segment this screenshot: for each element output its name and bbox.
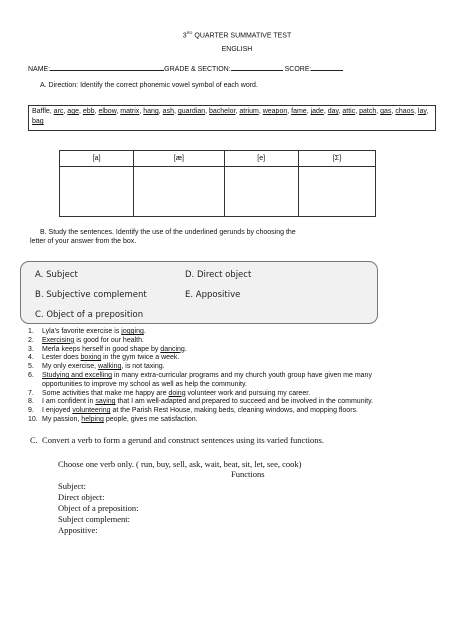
name-line: NAME: GRADE & SECTION: SCORE: [28, 64, 343, 74]
gerund-item [28, 363, 448, 372]
part-c-direction-text: Convert a verb to form a gerund and construct sentences using its varied functions. [42, 435, 324, 445]
word-item: chaos [395, 108, 414, 115]
underlined-gerund: jogging [121, 328, 144, 335]
item-text: Lyla's favorite exercise is [42, 328, 122, 335]
underlined-gerund: boxing [80, 354, 102, 362]
gerund-item [28, 346, 448, 355]
subject-title: ENGLISH [221, 46, 253, 53]
word-item: age [67, 108, 79, 115]
choices-box [20, 261, 378, 324]
item-text: Some activities that make me happy are [42, 389, 169, 397]
item-text: opportunities to improve my school as well as help the community. [42, 380, 247, 388]
underlined-gerund: volunteering [72, 407, 111, 415]
item-number: 4. [28, 354, 34, 362]
item-text: people, gives me satisfaction. [103, 415, 198, 423]
item-text: I enjoyed [42, 407, 73, 415]
gerund-item [28, 381, 448, 390]
item-text: in many extra-curricular programs and my church youth group have given me many [112, 371, 372, 379]
item-text: in the gym twice a week. [101, 354, 180, 362]
function-label: Direct object: [58, 492, 105, 502]
item-number: 6. [28, 371, 34, 379]
word-list-box: Baffle, arc, age, ebb, elbow, matrix, hang, ash, guardian, bachelor, atrium, weapon, fame, jade, day, attic, patch, gas, chaos, lay, bag [28, 105, 436, 131]
answer-cell-ae[interactable] [134, 167, 224, 217]
symbol-header-a: [a] [60, 151, 134, 167]
symbol-header-sigma: [Σ] [298, 151, 375, 167]
choice-a: A. Subject [35, 270, 78, 280]
function-label: Appositive: [58, 525, 98, 535]
item-text: My only exercise, [42, 363, 99, 371]
gerund-item [28, 407, 448, 416]
word-item: attic [342, 108, 356, 115]
item-text: at the Parish Rest House, making beds, cleaning windows, and mopping floors. [110, 407, 358, 415]
word-item: ebb [82, 108, 95, 115]
word-item: guardian [177, 108, 206, 115]
item-text: that I am well-adapted and prepared to succeed and be involved in the community. [115, 398, 374, 406]
item-text: Merla keeps herself in good shape by [42, 345, 161, 353]
choose-verb-line: Choose one verb only. ( run, buy, sell, ask, wait, beat, sit, let, see, cook) [58, 459, 302, 469]
item-number: 2. [28, 336, 34, 344]
item-text: is good for our health. [74, 336, 144, 344]
choice-e: E. Appositive [185, 290, 241, 300]
underlined-gerund: saying [95, 398, 116, 406]
answer-cell-a[interactable] [60, 167, 134, 217]
item-number: 5. [28, 363, 34, 371]
function-label: Subject complement: [58, 514, 130, 524]
word-item: bag [32, 118, 44, 125]
functions-list [58, 481, 139, 536]
function-label: Object of a preposition: [58, 503, 139, 513]
gerund-item [28, 416, 448, 425]
word-item: lay [417, 108, 427, 115]
item-text: My passion, [42, 415, 82, 423]
item-text: Lester does [42, 354, 81, 362]
word-item: hang [143, 108, 159, 115]
gerund-item [28, 354, 448, 363]
word-item: day [327, 108, 339, 115]
item-number: 8. [28, 398, 34, 406]
gerund-item [28, 390, 448, 399]
item-number: 1. [28, 328, 34, 335]
gerund-item [28, 398, 448, 407]
word-item: matrix [120, 108, 140, 115]
gerund-item-list [28, 328, 448, 425]
item-number: 10. [28, 415, 38, 423]
part-b-direction-line2: letter of your answer from the box. [30, 238, 137, 245]
answer-cell-e[interactable] [224, 167, 298, 217]
underlined-gerund: Exercising [42, 336, 75, 344]
word-item: arc [53, 108, 64, 115]
underlined-gerund: walking [98, 363, 122, 371]
item-number: 9. [28, 407, 34, 415]
answer-cell-sigma[interactable] [298, 167, 375, 217]
score-field[interactable] [311, 64, 343, 71]
word-item: atrium [239, 108, 259, 115]
functions-title: Functions [231, 469, 265, 479]
choice-d: D. Direct object [185, 270, 252, 280]
word-item: fame [291, 108, 307, 115]
word-item: jade [310, 108, 324, 115]
symbol-header-ae: [æ] [134, 151, 224, 167]
word-item: elbow [98, 108, 117, 115]
symbol-header-e: [e] [224, 151, 298, 167]
part-b-direction-line1: B. Study the sentences. Identify the use of the underlined gerunds by choosing the [40, 229, 296, 236]
choice-c: C. Object of a preposition [35, 310, 144, 320]
word-item: patch [359, 108, 377, 115]
function-label: Subject: [58, 481, 86, 491]
item-text: , is not taxing. [121, 363, 165, 371]
phonemic-symbol-table [59, 150, 376, 217]
part-a-direction: A. Direction: Identify the correct phonemic vowel symbol of each word. [40, 82, 258, 89]
test-title: 3RD QUARTER SUMMATIVE TEST [182, 30, 292, 40]
word-item: Baffle [32, 108, 50, 115]
item-text: . [184, 345, 187, 353]
gerund-item [28, 337, 448, 346]
gerund-item [28, 328, 448, 337]
grade-section-field[interactable] [231, 64, 283, 71]
gerund-item [28, 372, 448, 381]
word-item: weapon [262, 108, 288, 115]
word-item: bachelor [209, 108, 236, 115]
part-c-letter: C. [30, 435, 38, 445]
underlined-gerund: Studying and excelling [42, 371, 113, 379]
word-item: ash [162, 108, 174, 115]
word-item: gas [380, 108, 392, 115]
name-field[interactable] [50, 64, 164, 71]
item-text: volunteer work and pursuing my career. [185, 389, 311, 397]
item-number: 3. [28, 345, 34, 353]
underlined-gerund: dancing [160, 345, 185, 353]
underlined-gerund: doing [168, 389, 186, 397]
item-text: . [143, 328, 146, 335]
choice-b: B. Subjective complement [35, 290, 147, 300]
item-number: 7. [28, 389, 34, 397]
item-text: I am confident in [42, 398, 96, 406]
underlined-gerund: helping [81, 415, 104, 423]
part-c-direction [30, 435, 324, 446]
